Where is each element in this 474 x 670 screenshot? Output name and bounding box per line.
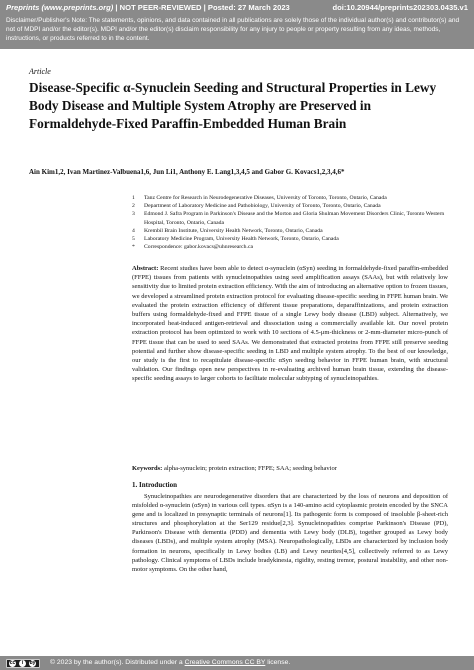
license-footer xyxy=(0,656,474,670)
publisher-disclaimer: Disclaimer/Publisher's Note: The statements, opinions, and data contained in all publications are solely those of the individual author(s) and contributor(s) and not of MDPI and/or the editor(s). MDPI and/or the editor(s) disclaim responsibility for any injury to people or property resulting from any ideas, methods, instructions, or products referred to in the content. xyxy=(6,17,460,43)
correspondence-email[interactable]: Correspondence: gabor.kovacs@uhnresearch.ca xyxy=(144,244,253,251)
attribution-icon: i xyxy=(19,660,26,667)
license-text: © 2023 by the author(s). Distributed under a xyxy=(50,659,185,666)
cc-by-badge[interactable] xyxy=(6,659,40,668)
affiliation-item xyxy=(132,202,452,210)
license-link[interactable]: Creative Commons CC BY xyxy=(184,659,266,666)
affiliation-item xyxy=(132,235,452,243)
affiliation-number: * xyxy=(132,244,135,251)
correspondence-item[interactable] xyxy=(132,243,452,251)
affiliation-text: Tanz Centre for Research in Neurodegenerative Diseases, University of Toronto, Toronto, Ontario, Canada xyxy=(144,195,387,201)
abstract-label: Abstract: xyxy=(132,265,159,272)
header-separator: | xyxy=(201,3,208,12)
keywords-label: Keywords: xyxy=(132,465,163,472)
affiliation-text: Krembil Brain Institute, University Health Network, Toronto, Ontario, Canada xyxy=(144,227,323,234)
header-row xyxy=(6,3,468,14)
article-type-label: Article xyxy=(29,67,51,76)
affiliation-list xyxy=(132,194,452,251)
review-status: NOT PEER-REVIEWED xyxy=(119,3,202,12)
license-text-end: license. xyxy=(265,659,291,666)
abstract-block xyxy=(132,264,448,384)
cc-icon: cc xyxy=(9,660,16,666)
preprint-header-bar xyxy=(0,0,474,49)
affiliation-number: 4 xyxy=(132,227,135,234)
posted-date: Posted: 27 March 2023 xyxy=(207,3,290,12)
affiliation-number: 5 xyxy=(132,236,135,243)
by-icon: by xyxy=(29,660,36,666)
affiliation-number: 1 xyxy=(132,195,135,201)
abstract-text: Recent studies have been able to detect α-synuclein (αSyn) seeding in formaldehyde-fixed paraffin-embedded (FFPE) tissues from patients with synucleinopathies using seed amplification assays (SAAs), but with relatively low sensitivity due to limited protein extraction efficiency. With the aim of introducing an alternative option to frozen tissues, we developed a streamlined protein extraction protocol for evaluating disease-specific seeding in FFPE human brain. We evaluated the protein extraction efficiency of different tissue preparations, deparaffinizations, and protein extraction buffers using formaldehyde-fixed and FFPE tissue of a single Lewy body disease (LBD) subject. Alternatively, we incorporated heat-induced antigen-retrieval and dissociation using a commercially available kit. Our novel protein extraction protocol has been optimized to work with 10 sections of 4.5-μm-thickness or 2-mm-diameter micro-punch of FFPE tissue that can be used to seed SAAs. We demonstrated that extracted proteins from FFPE still preserve seeding potential and further show disease-specific seeding in LBD and multiple system atrophy. To the best of our knowledge, our study is the first to recapitulate disease-specific αSyn seeding behavior in FFPE human brain, with structural validation. Our findings open new perspectives in re-evaluating archived human brain tissue, extending the disease-specific seeding assays to larger cohorts to facilitate molecular subtyping of synucleinopathies. xyxy=(132,265,449,383)
doi-link[interactable]: doi:10.20944/preprints202303.0435.v1 xyxy=(332,3,468,12)
affiliation-item xyxy=(132,194,452,202)
affiliation-text: Edmond J. Safra Program in Parkinson's Disease and the Morton and Gloria Shulman Movement Disorders Clinic, Toronto Western Hospital, Toronto, Ontario, Canada xyxy=(144,211,445,226)
affiliation-text: Laboratory Medicine Program, University Health Network, Toronto, Ontario, Canada xyxy=(144,236,339,243)
affiliation-number: 3 xyxy=(132,211,135,218)
affiliation-number: 2 xyxy=(132,203,135,210)
paper-title: Disease-Specific α-Synuclein Seeding and Structural Properties in Lewy Body Disease and Multiple System Atrophy are Preserved in Formaldehyde-Fixed Paraffin-Embedded Human Brain xyxy=(29,80,437,131)
header-separator: | xyxy=(113,3,120,12)
author-list: Ain Kim1,2, Ivan Martinez-Valbuena1,6, Jun Li1, Anthony E. Lang1,3,4,5 and Gabor G. Kovacs1,2,3,4,6* xyxy=(29,168,345,176)
affiliation-item xyxy=(132,210,452,226)
affiliation-item xyxy=(132,227,452,235)
affiliation-text: Department of Laboratory Medicine and Pathobiology, University of Toronto, Toronto, Ontario, Canada xyxy=(144,203,381,210)
introduction-text: Synucleinopathies are neurodegenerative disorders that are characterized by the loss of neurons and deposition of misfolded α-synuclein (αSyn) in various cell types. αSyn is a 140-amino acid cytoplasmic protein encoded by the SNCA gene and is localized in presynaptic terminals of neurons[1]. Its pathogenic form is composed of insoluble β-sheet-rich structures and phosphorylation at the Ser129 residue[2,3]. Synucleinopathies comprise Parkinson's Disease (PD), Parkinson's Disease with dementia (PDD) and dementia with Lewy body (DLB), together grouped as Lewy body diseases (LBDs), and multiple system atrophy (MSA). Neuropathologically, LBDs are characterized by inclusion body formation in neurons, specifically in Lewy bodies (LB) and Lewy neurites[4,5], collectively referred to as Lewy pathology. Clinical symptoms of LBDs include bradykinesia, rigidity, resting tremor, postural instability, and other non-motor symptoms. On the other hand, xyxy=(132,493,448,573)
license-statement xyxy=(50,659,290,666)
header-left xyxy=(6,3,290,12)
preprints-brand-link[interactable]: Preprints (www.preprints.org) xyxy=(6,3,114,12)
keywords-text: alpha-synuclein; protein extraction; FFPE; SAA; seeding behavior xyxy=(163,465,337,472)
section-heading: 1. Introduction xyxy=(132,481,177,489)
keywords-block xyxy=(132,464,448,473)
